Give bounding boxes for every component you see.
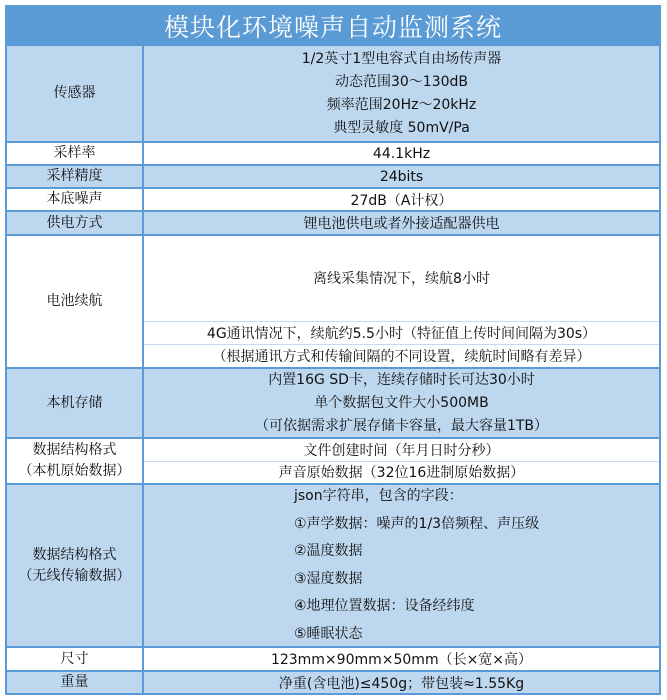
- row-label: 采样精度: [7, 166, 144, 187]
- row-label: 供电方式: [7, 212, 144, 234]
- row-label: [7, 439, 144, 483]
- table-row-sample-precision: [7, 164, 659, 187]
- row-label: [7, 485, 144, 646]
- value-line: 1/2英寸1型电容式自由场传声器: [301, 50, 502, 67]
- value-line: 文件创建时间（年月日时分秒）: [303, 442, 500, 459]
- row-value: 123mm×90mm×50mm（长×宽×高）: [144, 648, 659, 670]
- table-row-battery: [7, 234, 659, 367]
- table-title: 模块化环境噪声自动监测系统: [7, 7, 659, 44]
- label-line: （无线传输数据）: [18, 567, 131, 584]
- value-line: ⑤睡眠状态: [294, 625, 363, 642]
- row-label: 尺寸: [7, 648, 144, 670]
- table-row-size: [7, 646, 659, 670]
- row-value: [144, 485, 659, 646]
- label-line: 数据结构格式: [32, 442, 117, 458]
- row-label: 本底噪声: [7, 189, 144, 210]
- table-row-storage: [7, 367, 659, 437]
- row-value: [144, 236, 659, 367]
- value-line: 单个数据包文件大小500MB: [314, 394, 489, 411]
- spec-table: [5, 5, 661, 695]
- table-row-noise-floor: [7, 187, 659, 210]
- table-row-wireless-format: [7, 483, 659, 646]
- row-value: 24bits: [144, 166, 659, 187]
- value-line: 声音原始数据（32位16进制原始数据）: [144, 461, 659, 483]
- value-line: ③湿度数据: [294, 570, 363, 587]
- row-value: [144, 369, 659, 437]
- row-value: [144, 439, 659, 483]
- row-label: 传感器: [7, 46, 144, 141]
- label-line: 数据结构格式: [32, 546, 117, 563]
- row-label: 采样率: [7, 143, 144, 164]
- row-value: [144, 46, 659, 141]
- label-line: （本机原始数据）: [18, 463, 131, 479]
- row-label: 本机存储: [7, 369, 144, 437]
- row-label: 电池续航: [7, 236, 144, 367]
- row-value: 锂电池供电或者外接适配器供电: [144, 212, 659, 234]
- value-line: 离线采集情况下，续航8小时: [313, 271, 490, 288]
- value-line: （根据通讯方式和传输间隔的不同设置，续航时间略有差异）: [144, 344, 659, 367]
- value-line: json字符串，包含的字段：: [294, 488, 463, 504]
- value-line: 典型灵敏度 50mV/Pa: [333, 119, 470, 136]
- table-row-weight: [7, 670, 659, 693]
- value-line: （可依据需求扩展存储卡容量，最大容量1TB）: [254, 417, 549, 434]
- value-line: ④地理位置数据：设备经纬度: [294, 598, 475, 614]
- table-row-sample-rate: [7, 141, 659, 164]
- table-row-power: [7, 210, 659, 234]
- row-label: 重量: [7, 672, 144, 693]
- value-line: 内置16G SD卡，连续存储时长可达30小时: [268, 371, 535, 388]
- row-value: 27dB（A计权）: [144, 189, 659, 210]
- table-row-sensor: [7, 44, 659, 141]
- value-line: 动态范围30～130dB: [334, 73, 469, 90]
- row-value: 净重(含电池)≤450g；带包装≈1.55Kg: [144, 672, 659, 693]
- value-line: ②温度数据: [294, 543, 363, 559]
- value-line: 4G通讯情况下，续航约5.5小时（特征值上传时间间隔为30s）: [144, 321, 659, 345]
- table-row-local-format: [7, 437, 659, 483]
- row-value: 44.1kHz: [144, 143, 659, 164]
- value-line: ①声学数据：噪声的1/3倍频程、声压级: [294, 515, 540, 532]
- value-line: 频率范围20Hz～20kHz: [326, 96, 477, 113]
